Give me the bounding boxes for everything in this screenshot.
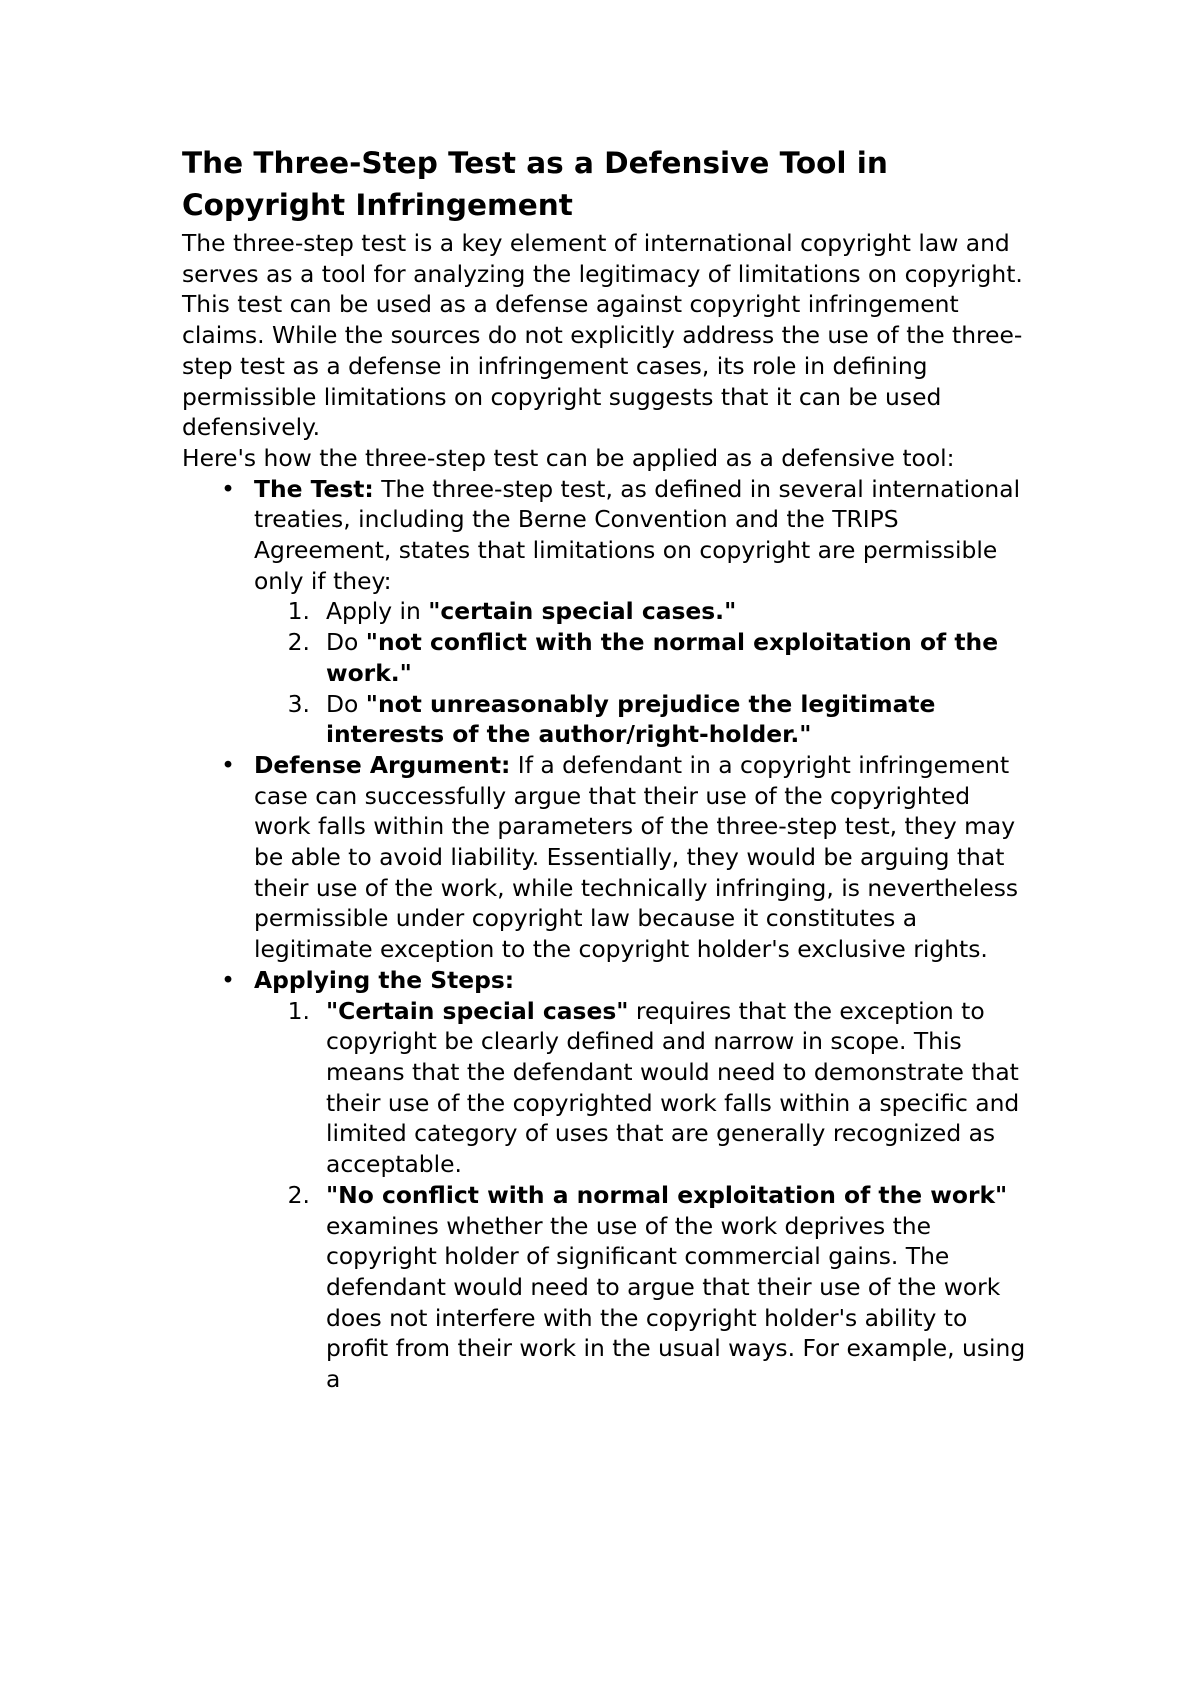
document-title: The Three-Step Test as a Defensive Tool in Copyright Infringement xyxy=(182,146,888,222)
step-emphasis: "No conflict with a normal exploitation of the work" xyxy=(326,1180,1008,1209)
item-number: 2. xyxy=(287,628,310,657)
bullet-icon: • xyxy=(221,965,235,994)
bullet-heading: The Test: xyxy=(254,474,374,503)
list-item xyxy=(182,474,1034,597)
bullet-text: If a defendant in a copyright infringement case can successfully argue that their use of the copyrighted work falls within the parameters of the three-step test, they may be able to avoid liability. Essentially, they would be arguing that their use of the work, while technically infringing, is nevertheless permissible under copyright law because it constitutes a legitimate exception to the copyright holder's exclusive rights. xyxy=(254,750,1019,964)
numbered-list xyxy=(254,996,1042,1395)
numbered-list xyxy=(254,596,1042,750)
step-emphasis: "not conflict with the normal exploitation of the work." xyxy=(326,628,999,687)
item-number: 1. xyxy=(287,597,310,626)
list-item: 2. Do "not conflict with the normal exploitation of the work." xyxy=(254,627,1034,688)
list-item: 3. Do "not unreasonably prejudice the legitimate interests of the author/right-holder." xyxy=(254,689,1034,750)
bullet-icon: • xyxy=(221,750,235,779)
bullet-heading: Defense Argument: xyxy=(254,750,511,779)
list-item xyxy=(182,965,1034,996)
lead-in-paragraph: Here's how the three-step test can be applied as a defensive tool: xyxy=(182,443,955,472)
bullet-text: The three-step test, as defined in several international treaties, including the Berne Convention and the TRIPS Agreement, states that limitations on copyright are permissible only if they: xyxy=(254,474,1021,595)
item-number: 2. xyxy=(287,1180,310,1209)
bullet-list xyxy=(182,750,1042,996)
step-emphasis: "Certain special cases" xyxy=(326,996,629,1025)
list-item: 2. "No conflict with a normal exploitation of the work" examines whether the use of the work deprives the copyright holder of significant commercial gains. The defendant would need to argue that their use of the work does not interfere with the copyright holder's ability to profit from their work in the usual ways. For example, using a xyxy=(254,1180,1034,1395)
bullet-icon: • xyxy=(221,474,235,503)
bullet-list xyxy=(182,474,1042,597)
item-number: 1. xyxy=(287,996,310,1025)
list-item: 1. "Certain special cases" requires that the exception to copyright be clearly defined and narrow in scope. This means that the defendant would need to demonstrate that their use of the copyrighted work falls within a specific and limited category of uses that are generally recognized as acceptable. xyxy=(254,996,1034,1180)
list-item xyxy=(182,750,1034,965)
step-emphasis: "not unreasonably prejudice the legitimate interests of the author/right-holder." xyxy=(326,689,936,749)
bullet-heading: Applying the Steps: xyxy=(254,965,515,994)
intro-paragraph: The three-step test is a key element of international copyright law and serves as a tool for analyzing the legitimacy of limitations on copyright. This test can be used as a defense against copyright infringement claims. While the sources do not explicitly address the use of the three-step test as a defense in infringement cases, its role in defining permissible limitations on copyright suggests that it can be used defensively. xyxy=(182,229,1023,442)
item-number: 3. xyxy=(287,689,310,718)
document-page xyxy=(182,142,1042,1395)
list-item: 1. Apply in "certain special cases." xyxy=(254,596,1034,627)
step-emphasis: "certain special cases." xyxy=(428,597,737,626)
